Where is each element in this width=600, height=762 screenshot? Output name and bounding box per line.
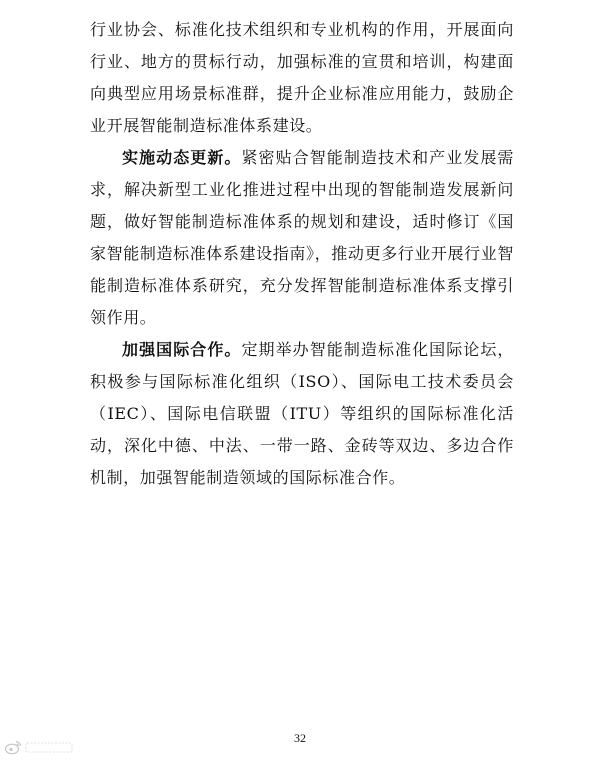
document-body [90,14,514,494]
paragraph-lead-heading: 加强国际合作。 [122,340,242,359]
page-number: 32 [294,731,306,745]
paragraph-lead-heading: 实施动态更新。 [122,148,242,167]
paragraph-text: 行业协会、标准化技术组织和专业机构的作用，开展面向行业、地方的贯标行动，加强标准的宣贯和培训，构建面向典型应用场景标准群，提升企业标准应用能力，鼓励企业开展智能制造标准体系建设。 [90,20,514,135]
weibo-icon [4,738,76,756]
paragraph-continuation [90,14,514,142]
paragraph-dynamic-update [90,142,514,334]
watermark [4,738,76,756]
paragraph-international-cooperation [90,334,514,494]
paragraph-text: 紧密贴合智能制造技术和产业发展需求，解决新型工业化推进过程中出现的智能制造发展新问题，做好智能制造标准体系的规划和建设，适时修订《国家智能制造标准体系建设指南》，推动更多行业开展行业智能制造标准体系研究，充分发挥智能制造标准体系支撑引领作用。 [90,148,514,327]
paragraph-text: 定期举办智能制造标准化国际论坛，积极参与国际标准化组织（ISO）、国际电工技术委员会（IEC）、国际电信联盟（ITU）等组织的国际标准化活动，深化中德、中法、一带一路、金砖等双边、多边合作机制，加强智能制造领域的国际标准合作。 [90,340,514,487]
